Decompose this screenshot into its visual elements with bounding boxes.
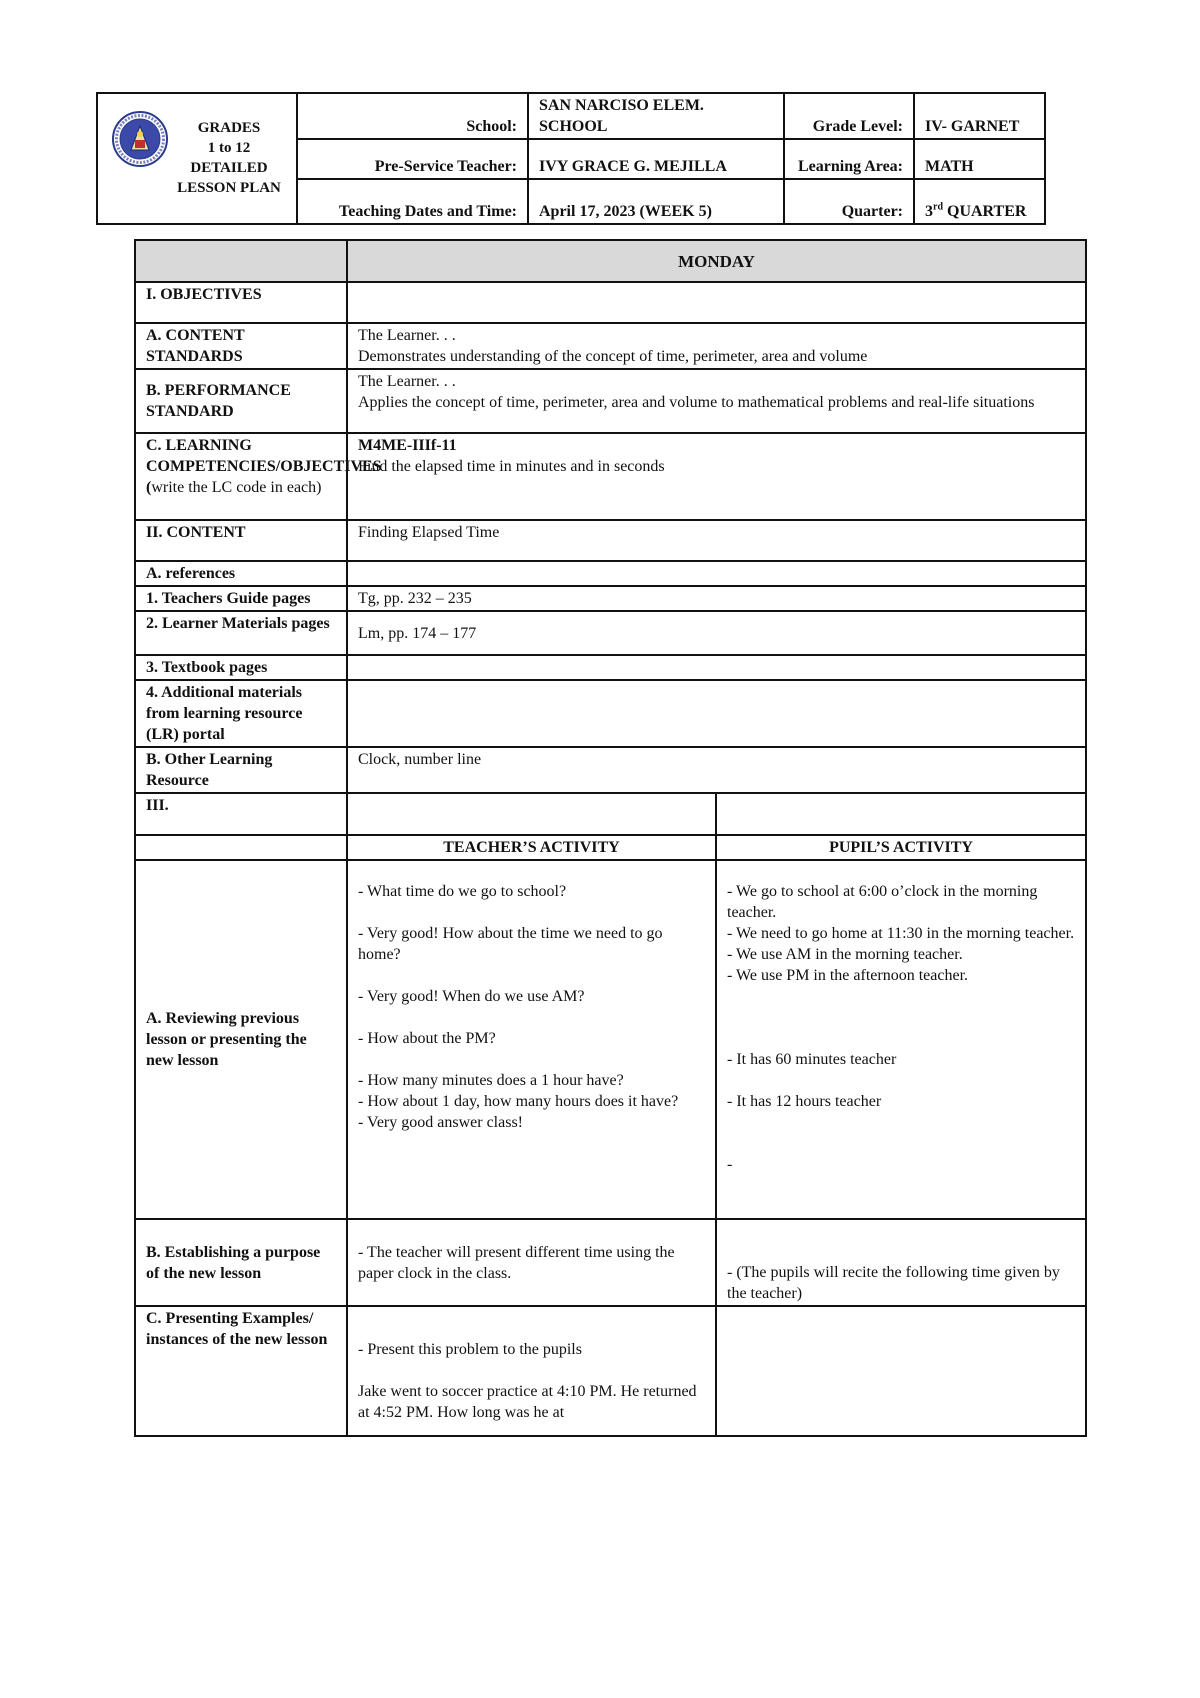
title-line: 1 to 12 xyxy=(207,140,251,156)
competencies-label-note: write the LC code in each) xyxy=(151,479,322,496)
grade-level-label: Grade Level: xyxy=(784,93,914,139)
content-value: Finding Elapsed Time xyxy=(347,520,1086,561)
performance-standard-label: B. PERFORMANCE STANDARD xyxy=(135,369,347,433)
learner-materials-value: Lm, pp. 174 – 177 xyxy=(347,611,1086,655)
corner-cell xyxy=(135,240,347,282)
additional-materials-label: 4. Additional materials from learning resource (LR) portal xyxy=(135,680,347,747)
reviewing-teacher: - What time do we go to school? - Very good! How about the time we need to go home? - Very good! When do we use AM? - How about the PM? - How many minutes does a 1 hour have? - How about 1 day, how many hours does it have? - Very good answer class! xyxy=(347,860,716,1219)
day-header: MONDAY xyxy=(347,240,1086,282)
school-value: SAN NARCISO ELEM. SCHOOL xyxy=(528,93,784,139)
content-standards-label: A. CONTENT STANDARDS xyxy=(135,323,347,369)
content-standards-value: The Learner. . . Demonstrates understanding of the concept of time, perimeter, area and volume xyxy=(347,323,1086,369)
title-line: LESSON PLAN xyxy=(177,180,281,196)
lesson-plan-table xyxy=(134,239,1087,1437)
activity-header-empty xyxy=(135,835,347,860)
references-label: A. references xyxy=(135,561,347,586)
teacher-activity-header: TEACHER’S ACTIVITY xyxy=(347,835,716,860)
logo-cell xyxy=(97,93,297,224)
textbook-value xyxy=(347,655,1086,680)
school-label: School: xyxy=(297,93,528,139)
establishing-pupil: - (The pupils will recite the following time given by the teacher) xyxy=(716,1219,1086,1306)
quarter-word: QUARTER xyxy=(943,203,1027,220)
teacher-value: IVY GRACE G. MEJILLA xyxy=(528,139,784,179)
procedures-pupil-empty xyxy=(716,793,1086,835)
teacher-label: Pre-Service Teacher: xyxy=(297,139,528,179)
quarter-number: 3 xyxy=(925,203,933,220)
document-title xyxy=(166,118,292,198)
learning-area-label: Learning Area: xyxy=(784,139,914,179)
lc-code: M4ME-IIIf-11 xyxy=(358,437,457,454)
references-value xyxy=(347,561,1086,586)
establishing-teacher: - The teacher will present different time using the paper clock in the class. xyxy=(347,1219,716,1306)
learning-area-value: MATH xyxy=(914,139,1045,179)
reviewing-pupil: - We go to school at 6:00 o’clock in the morning teacher. - We need to go home at 11:30 in the morning teacher. - We use AM in the morning teacher. - We use PM in the afternoon teacher. - It has 60 minutes teacher - It has 12 hours teacher - xyxy=(716,860,1086,1219)
establishing-label: B. Establishing a purpose of the new lesson xyxy=(135,1219,347,1306)
presenting-pupil xyxy=(716,1306,1086,1436)
reviewing-label: A. Reviewing previous lesson or presenting the new lesson xyxy=(135,860,347,1219)
title-line: GRADES xyxy=(197,120,261,136)
textbook-label: 3. Textbook pages xyxy=(135,655,347,680)
deped-seal-icon xyxy=(111,110,169,168)
procedures-teacher-empty xyxy=(347,793,716,835)
competencies-label xyxy=(135,433,382,520)
quarter-value xyxy=(914,179,1045,224)
procedures-label: III. xyxy=(135,793,347,835)
teachers-guide-label: 1. Teachers Guide pages xyxy=(135,586,347,611)
content-label: II. CONTENT xyxy=(135,520,347,561)
quarter-label: Quarter: xyxy=(784,179,914,224)
learner-materials-label: 2. Learner Materials pages xyxy=(135,611,347,655)
performance-standard-value: The Learner. . . Applies the concept of time, perimeter, area and volume to mathematical problems and real-life situations xyxy=(347,369,1086,433)
competencies-label-bold: C. LEARNING COMPETENCIES/OBJECTIVES ( xyxy=(146,437,382,496)
presenting-teacher: - Present this problem to the pupils Jake went to soccer practice at 4:10 PM. He returned at 4:52 PM. How long was he at xyxy=(347,1306,716,1436)
competency-text: Find the elapsed time in minutes and in seconds xyxy=(358,458,665,475)
pupil-activity-header: PUPIL’S ACTIVITY xyxy=(716,835,1086,860)
grade-level-value: IV- GARNET xyxy=(914,93,1045,139)
title-line: DETAILED xyxy=(190,160,268,176)
header-table xyxy=(96,92,1046,225)
presenting-label: C. Presenting Examples/ instances of the new lesson xyxy=(135,1306,347,1436)
additional-materials-value xyxy=(347,680,1086,747)
quarter-suffix: rd xyxy=(933,201,943,213)
objectives-label: I. OBJECTIVES xyxy=(135,282,347,323)
teachers-guide-value: Tg, pp. 232 – 235 xyxy=(347,586,1086,611)
competencies-value xyxy=(347,433,1086,520)
other-resources-value: Clock, number line xyxy=(347,747,1086,793)
teaching-dates-label: Teaching Dates and Time: xyxy=(297,179,528,224)
objectives-value xyxy=(347,282,1086,323)
teaching-dates-value: April 17, 2023 (WEEK 5) xyxy=(528,179,784,224)
other-resources-label: B. Other Learning Resource xyxy=(135,747,347,793)
